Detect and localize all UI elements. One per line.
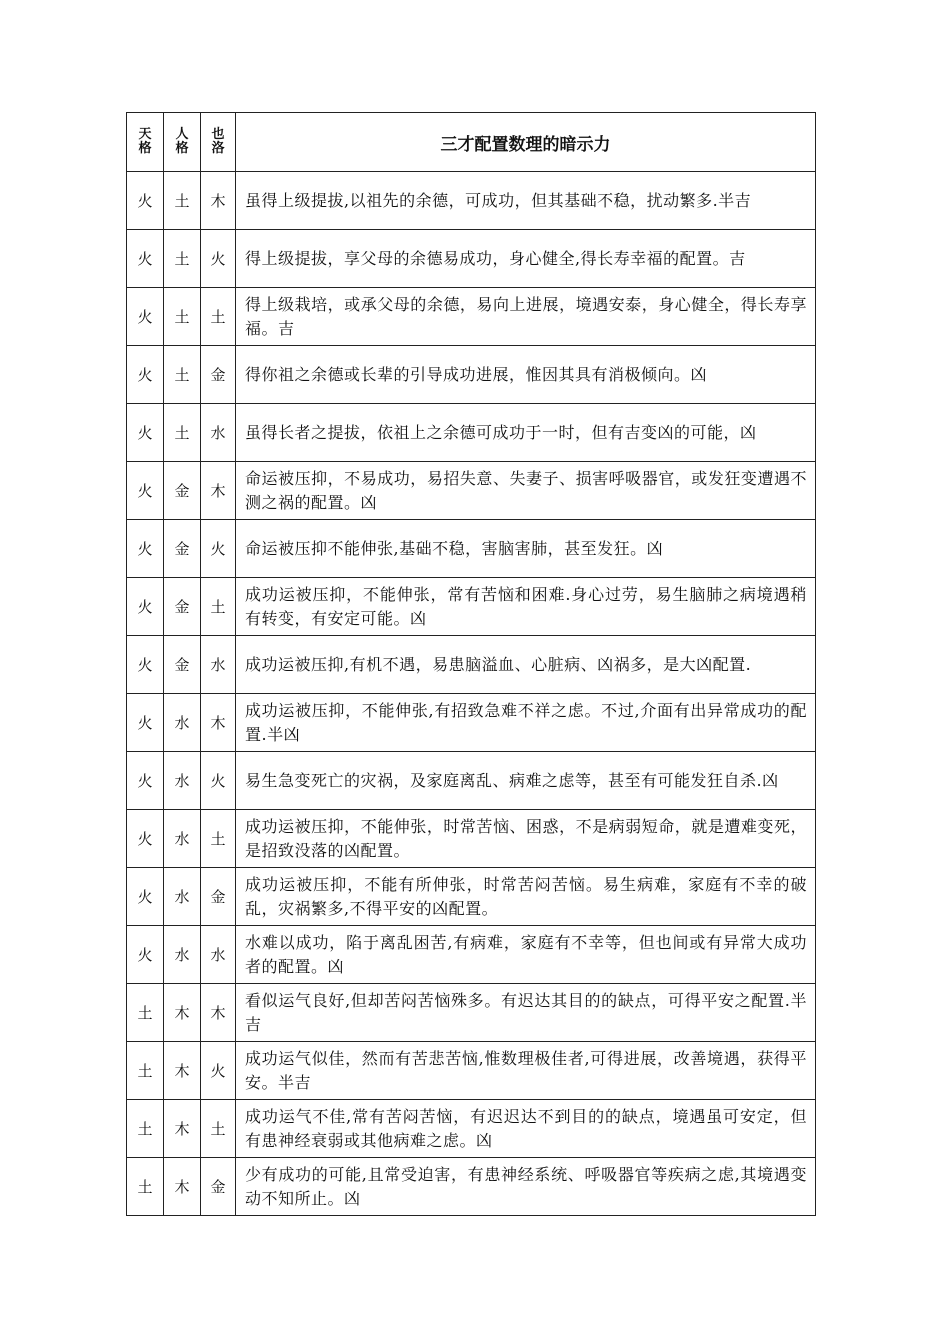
renge-cell: 水 [164,868,201,926]
tiange-cell: 火 [127,462,164,520]
renge-cell: 水 [164,810,201,868]
dige-cell: 火 [201,752,236,810]
tiange-cell: 火 [127,926,164,984]
meaning-cell: 看似运气良好,但却苦闷苦恼殊多。有迟达其目的的缺点，可得平安之配置.半吉 [236,984,816,1042]
meaning-cell: 水难以成功，陷于离乱困苦,有病难，家庭有不幸等，但也间或有异常大成功者的配置。凶 [236,926,816,984]
table-row [127,578,816,636]
renge-cell: 土 [164,172,201,230]
renge-cell: 木 [164,1100,201,1158]
tiange-cell: 火 [127,404,164,462]
table-row [127,984,816,1042]
meaning-cell: 命运被压抑，不易成功，易招失意、失妻子、损害呼吸器官，或发狂变遭遇不测之祸的配置。凶 [236,462,816,520]
tiange-cell: 土 [127,1158,164,1216]
tiange-cell: 土 [127,984,164,1042]
renge-cell: 金 [164,636,201,694]
meaning-cell: 成功运被压抑，不能伸张,有招致急难不祥之虑。不过,介面有出异常成功的配置.半凶 [236,694,816,752]
tiange-cell: 火 [127,172,164,230]
table-row [127,868,816,926]
dige-cell: 土 [201,810,236,868]
dige-cell: 火 [201,1042,236,1100]
meaning-cell: 命运被压抑不能伸张,基础不稳，害脑害肺，甚至发狂。凶 [236,520,816,578]
table-row [127,926,816,984]
dige-cell: 火 [201,520,236,578]
table-row [127,810,816,868]
dige-cell: 土 [201,578,236,636]
dige-cell: 金 [201,346,236,404]
tiange-cell: 火 [127,868,164,926]
renge-cell: 土 [164,230,201,288]
tiange-cell: 火 [127,752,164,810]
header-tiange: 天 格 [127,113,164,172]
meaning-cell: 少有成功的可能,且常受迫害，有患神经系统、呼吸器官等疾病之虑,其境遇变动不知所止。凶 [236,1158,816,1216]
meaning-cell: 得你祖之余德或长辈的引导成功进展，惟因其具有消极倾向。凶 [236,346,816,404]
meaning-cell: 虽得长者之提拔，依祖上之余德可成功于一时，但有吉变凶的可能，凶 [236,404,816,462]
table-row [127,752,816,810]
tiange-cell: 火 [127,578,164,636]
tiange-cell: 火 [127,230,164,288]
table-row [127,1042,816,1100]
tiange-cell: 土 [127,1100,164,1158]
table-row [127,694,816,752]
meaning-cell: 得上级提拔，享父母的余德易成功，身心健全,得长寿幸福的配置。吉 [236,230,816,288]
table-row [127,230,816,288]
table-row [127,636,816,694]
dige-cell: 火 [201,230,236,288]
table-row [127,1100,816,1158]
dige-cell: 土 [201,288,236,346]
meaning-cell: 易生急变死亡的灾祸，及家庭离乱、病难之虑等，甚至有可能发狂自杀.凶 [236,752,816,810]
renge-cell: 木 [164,984,201,1042]
dige-cell: 金 [201,1158,236,1216]
table-row [127,288,816,346]
tiange-cell: 火 [127,810,164,868]
tiange-cell: 土 [127,1042,164,1100]
meaning-cell: 成功运被压抑,有机不遇，易患脑溢血、心脏病、凶祸多，是大凶配置. [236,636,816,694]
renge-cell: 水 [164,926,201,984]
table-row [127,346,816,404]
dige-cell: 水 [201,926,236,984]
renge-cell: 土 [164,346,201,404]
renge-cell: 金 [164,578,201,636]
header-row [127,113,816,172]
dige-cell: 木 [201,694,236,752]
table-row [127,172,816,230]
dige-cell: 水 [201,636,236,694]
dige-cell: 水 [201,404,236,462]
meaning-cell: 成功运气似佳，然而有苦悲苦恼,惟数理极佳者,可得进展，改善境遇，获得平安。半吉 [236,1042,816,1100]
renge-cell: 土 [164,404,201,462]
renge-cell: 木 [164,1042,201,1100]
meaning-cell: 成功运被压抑，不能有所伸张，时常苦闷苦恼。易生病难，家庭有不幸的破乱，灾祸繁多,不得平安的凶配置。 [236,868,816,926]
header-dige: 也 洛 [201,113,236,172]
tiange-cell: 火 [127,636,164,694]
table-title: 三才配置数理的暗示力 [236,113,816,172]
table-row [127,1158,816,1216]
dige-cell: 木 [201,462,236,520]
dige-cell: 木 [201,984,236,1042]
tiange-cell: 火 [127,694,164,752]
sancai-table [126,112,816,1216]
header-renge: 人 格 [164,113,201,172]
meaning-cell: 成功运气不佳,常有苦闷苦恼，有迟迟达不到目的的缺点，境遇虽可安定，但有患神经衰弱或其他病难之虑。凶 [236,1100,816,1158]
dige-cell: 土 [201,1100,236,1158]
meaning-cell: 得上级栽培，或承父母的余德，易向上进展，境遇安泰，身心健全，得长寿享福。吉 [236,288,816,346]
renge-cell: 水 [164,752,201,810]
tiange-cell: 火 [127,288,164,346]
renge-cell: 水 [164,694,201,752]
table-row [127,404,816,462]
renge-cell: 木 [164,1158,201,1216]
dige-cell: 木 [201,172,236,230]
dige-cell: 金 [201,868,236,926]
table-row [127,462,816,520]
renge-cell: 金 [164,462,201,520]
renge-cell: 金 [164,520,201,578]
table-body [127,172,816,1216]
tiange-cell: 火 [127,520,164,578]
tiange-cell: 火 [127,346,164,404]
table-row [127,520,816,578]
meaning-cell: 成功运被压抑，不能伸张，时常苦恼、困惑，不是病弱短命，就是遭难变死，是招致没落的凶配置。 [236,810,816,868]
meaning-cell: 虽得上级提拔,以祖先的余德，可成功，但其基础不稳，扰动繁多.半吉 [236,172,816,230]
meaning-cell: 成功运被压抑，不能伸张，常有苦恼和困难.身心过劳，易生脑肺之病境遇稍有转变，有安定可能。凶 [236,578,816,636]
renge-cell: 土 [164,288,201,346]
